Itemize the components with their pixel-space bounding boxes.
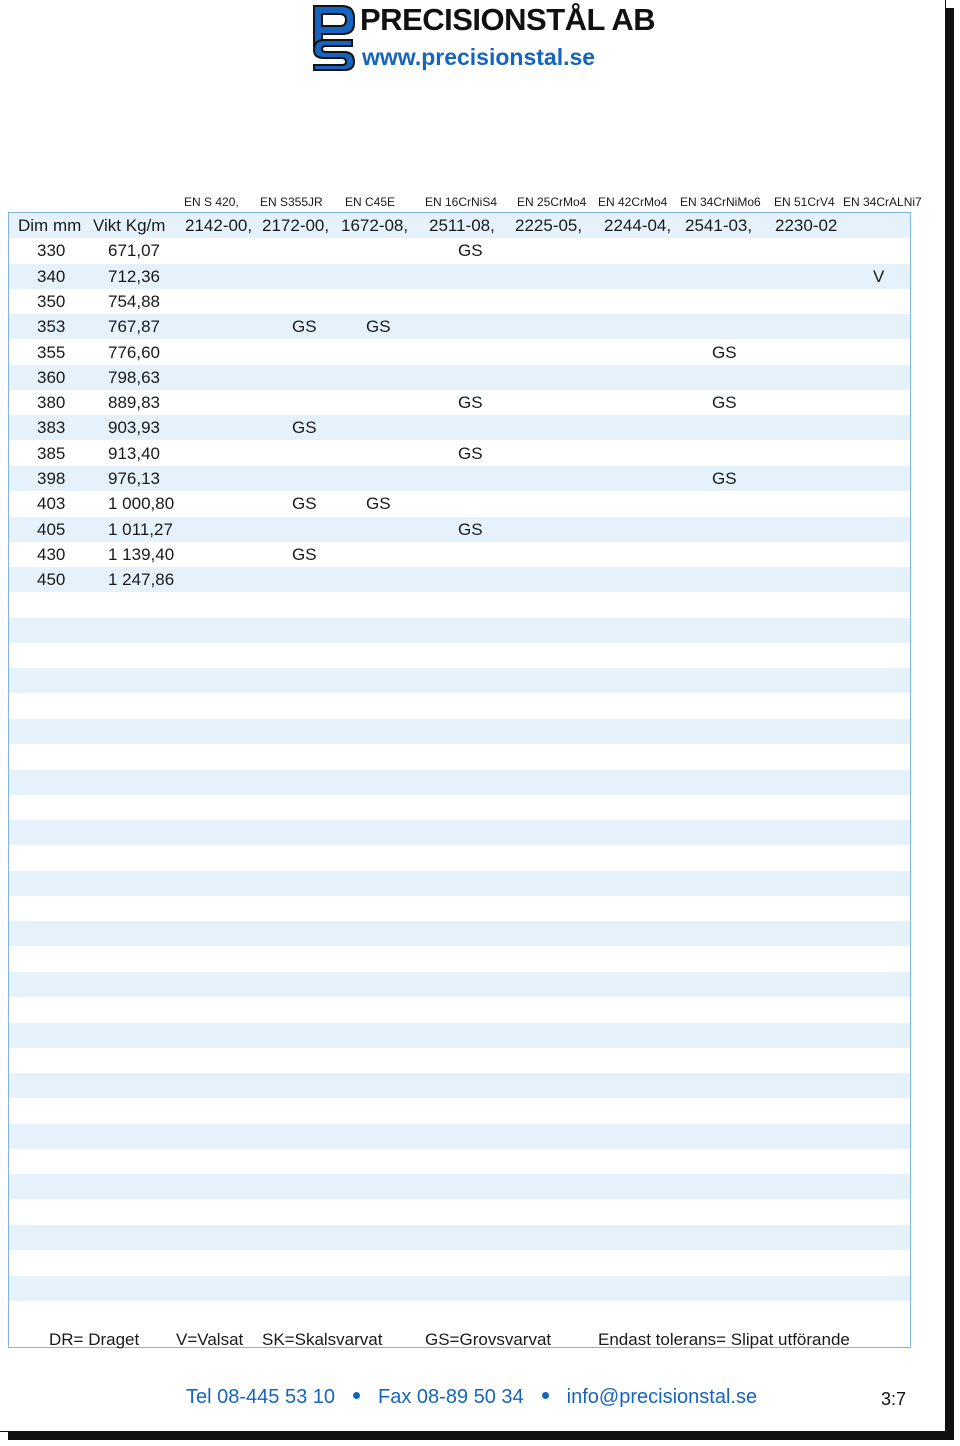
table-row <box>9 466 910 491</box>
empty-table-row <box>9 1149 910 1174</box>
cell-weight: 1 139,40 <box>108 544 175 564</box>
empty-table-row <box>9 770 910 795</box>
cell-weight: 1 000,80 <box>108 494 175 514</box>
header-code-7: 2541-03, <box>685 216 753 235</box>
header-code-1: 2142-00, <box>185 216 253 235</box>
cell-dim: 430 <box>37 544 66 564</box>
company-logo <box>308 2 656 74</box>
cell-mark: GS <box>366 317 391 337</box>
table-row <box>9 365 910 390</box>
cell-mark: GS <box>458 519 483 539</box>
steel-grade-5: EN 25CrMo4 <box>517 195 587 209</box>
empty-table-row <box>9 1301 910 1326</box>
table-row <box>9 415 910 440</box>
empty-table-row <box>9 795 910 820</box>
page-shadow-right <box>946 8 954 1440</box>
empty-table-row <box>9 744 910 769</box>
table-row <box>9 264 910 289</box>
table-row <box>9 441 910 466</box>
table-row <box>9 567 910 592</box>
cell-mark: GS <box>712 469 737 488</box>
empty-table-row <box>9 1124 910 1149</box>
table-row <box>9 238 910 263</box>
steel-grade-7: EN 34CrNiMo6 <box>680 195 761 209</box>
header-code-4: 2511-08, <box>429 216 495 235</box>
cell-mark: GS <box>292 544 317 564</box>
table-row <box>9 542 910 567</box>
empty-table-row <box>9 1276 910 1301</box>
empty-table-row <box>9 1174 910 1199</box>
legend <box>9 1330 910 1348</box>
empty-table-row <box>9 1048 910 1073</box>
steel-grade-2: EN S355JR <box>260 195 323 209</box>
cell-dim: 405 <box>37 519 66 539</box>
page-shadow-bottom <box>8 1432 954 1440</box>
empty-table-row <box>9 668 910 693</box>
header-code-6: 2244-04, <box>604 216 672 235</box>
cell-weight: 889,83 <box>108 393 160 413</box>
empty-table-row <box>9 618 910 643</box>
cell-dim: 403 <box>37 494 66 514</box>
cell-dim: 398 <box>37 469 66 488</box>
page-number: 3:7 <box>881 1389 907 1409</box>
cell-mark: GS <box>292 317 317 337</box>
steel-grade-6: EN 42CrMo4 <box>598 195 668 209</box>
steel-grade-4: EN 16CrNiS4 <box>425 195 498 209</box>
cell-dim: 330 <box>37 241 66 261</box>
empty-table-row <box>9 947 910 972</box>
empty-table-row <box>9 643 910 668</box>
cell-weight: 754,88 <box>108 291 160 311</box>
steel-grade-3: EN C45E <box>345 195 396 209</box>
table-row <box>9 314 910 339</box>
cell-dim: 340 <box>37 266 66 286</box>
cell-weight: 798,63 <box>108 367 160 387</box>
empty-table-row <box>9 846 910 871</box>
legend-valsat: V=Valsat <box>176 1330 244 1349</box>
table-row <box>9 390 910 415</box>
cell-dim: 353 <box>37 317 66 337</box>
cell-dim: 385 <box>37 443 66 463</box>
empty-table-row <box>9 896 910 921</box>
footer-email[interactable]: info@precisionstal.se <box>566 1386 758 1408</box>
empty-table-row <box>9 820 910 845</box>
steel-grade-1: EN S 420, <box>184 195 239 209</box>
footer-fax: Fax 08-89 50 34 <box>378 1386 524 1408</box>
cell-mark: GS <box>712 342 737 362</box>
cell-weight: 903,93 <box>108 418 160 438</box>
table-row <box>9 340 910 365</box>
empty-table-row <box>9 1250 910 1275</box>
empty-table-row <box>9 1200 910 1225</box>
empty-table-row <box>9 871 910 896</box>
header-code-8: 2230-02 <box>775 216 838 235</box>
table-row <box>9 491 910 516</box>
table-row <box>9 289 910 314</box>
steel-grade-8: EN 51CrV4 <box>774 195 835 209</box>
ps-logo-icon <box>308 2 358 72</box>
legend-grovsvarvat: GS=Grovsvarvat <box>425 1330 552 1349</box>
cell-weight: 671,07 <box>108 241 160 261</box>
empty-table-row <box>9 921 910 946</box>
bullet-icon <box>542 1392 549 1399</box>
steel-table <box>8 212 911 1348</box>
cell-weight: 1 011,27 <box>108 519 173 539</box>
cell-mark: GS <box>458 443 483 463</box>
steel-grade-9: EN 34CrALNi7 <box>843 195 922 209</box>
bullet-icon <box>353 1392 360 1399</box>
header-code-2: 2172-00, <box>262 216 330 235</box>
header-code-5: 2225-05, <box>515 216 583 235</box>
table-header-row <box>9 213 910 238</box>
cell-mark: V <box>873 266 885 286</box>
cell-mark: GS <box>292 418 317 438</box>
contact-footer <box>186 1386 757 1409</box>
cell-mark: GS <box>712 393 737 413</box>
legend-tolerans: Endast tolerans= Slipat utförande <box>598 1330 850 1349</box>
empty-table-row <box>9 593 910 618</box>
cell-dim: 380 <box>37 393 66 413</box>
cell-mark: GS <box>458 393 483 413</box>
header-weight: Vikt Kg/m <box>93 216 166 235</box>
company-name: PRECISIONSTÅL AB <box>360 2 656 37</box>
legend-draget: DR= Draget <box>49 1330 140 1349</box>
cell-weight: 776,60 <box>108 342 160 362</box>
empty-table-row <box>9 1073 910 1098</box>
empty-table-row <box>9 1225 910 1250</box>
cell-dim: 450 <box>37 570 66 590</box>
header-code-3: 1672-08, <box>341 216 409 235</box>
cell-dim: 383 <box>37 418 66 438</box>
cell-dim: 350 <box>37 291 66 311</box>
empty-table-row <box>9 719 910 744</box>
cell-weight: 1 247,86 <box>108 570 175 590</box>
cell-weight: 976,13 <box>108 469 160 488</box>
cell-weight: 913,40 <box>108 443 160 463</box>
footer-tel: Tel 08-445 53 10 <box>186 1386 336 1408</box>
cell-mark: GS <box>366 494 391 514</box>
cell-mark: GS <box>292 494 317 514</box>
cell-weight: 712,36 <box>108 266 160 286</box>
cell-weight: 767,87 <box>108 317 160 337</box>
company-url: www.precisionstal.se <box>362 44 596 70</box>
table-row <box>9 517 910 542</box>
cell-mark: GS <box>458 241 483 261</box>
legend-skalsvarvat: SK=Skalsvarvat <box>262 1330 383 1349</box>
empty-table-row <box>9 1023 910 1048</box>
empty-table-row <box>9 972 910 997</box>
cell-dim: 360 <box>37 367 66 387</box>
cell-dim: 355 <box>37 342 66 362</box>
empty-table-row <box>9 997 910 1022</box>
header-dim: Dim mm <box>18 216 82 235</box>
empty-table-row <box>9 1099 910 1124</box>
empty-table-row <box>9 694 910 719</box>
